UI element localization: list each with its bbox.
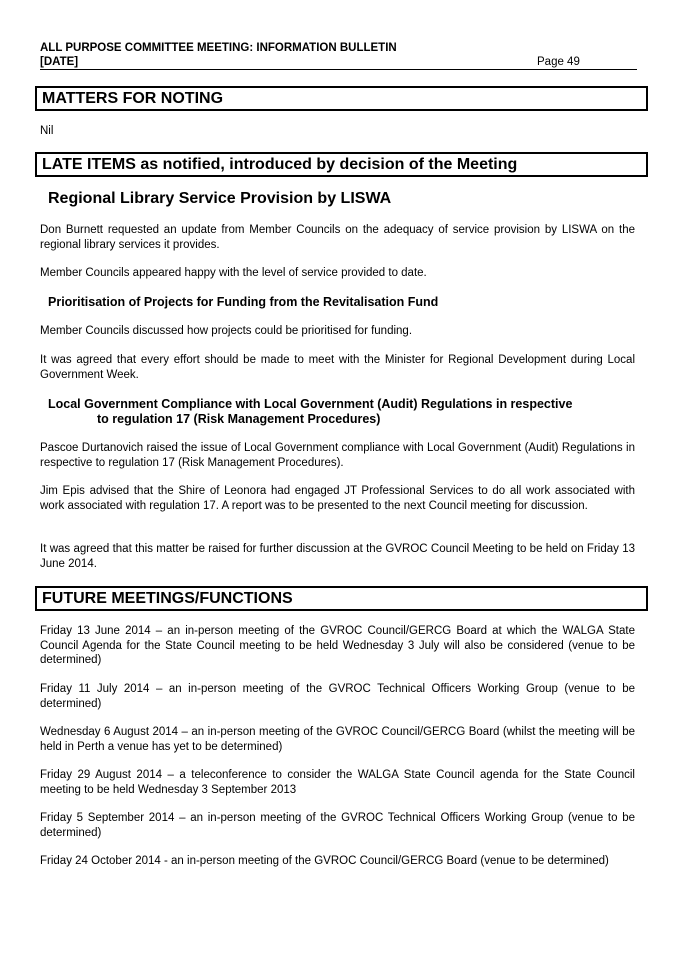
page-number: Page 49 (537, 56, 580, 68)
heading-compliance (48, 397, 634, 427)
heading-compliance-line-1: Local Government Compliance with Local Government (Audit) Regulations in respective (48, 397, 573, 411)
revitalisation-paragraph-1: Member Councils discussed how projects could be prioritised for funding. (40, 325, 413, 337)
meeting-item: Friday 5 September 2014 – an in-person meeting of the GVROC Technical Officers Working Group (venue to be determined) (40, 812, 635, 839)
noting-body: Nil (40, 125, 54, 137)
section-heading-future-meetings: FUTURE MEETINGS/FUNCTIONS (35, 586, 648, 611)
meeting-item: Friday 13 June 2014 – an in-person meeting of the GVROC Council/GERCG Board at which the WALGA State Council Agenda for the State Council meeting to be held Wednesday 3 July will also be considered (venue to be determined) (40, 625, 635, 666)
heading-revitalisation: Prioritisation of Projects for Funding from the Revitalisation Fund (48, 295, 439, 309)
section-heading-late-items: LATE ITEMS as notified, introduced by decision of the Meeting (35, 152, 648, 177)
meeting-item: Wednesday 6 August 2014 – an in-person meeting of the GVROC Council/GERCG Board (whilst the meeting will be held in Perth a venue has yet to be determined) (40, 726, 635, 753)
heading-library: Regional Library Service Provision by LISWA (48, 190, 392, 207)
bulletin-title: ALL PURPOSE COMMITTEE MEETING: INFORMATION BULLETIN (40, 42, 397, 54)
header-line (40, 55, 637, 70)
revitalisation-paragraph-2: It was agreed that every effort should be made to meet with the Minister for Regional Development during Local Government Week. (40, 354, 635, 381)
compliance-paragraph-2: Jim Epis advised that the Shire of Leonora had engaged JT Professional Services to do all work associated with work associated with regulation 17. A report was to be presented to the next Council meeting for discussion. (40, 485, 635, 512)
compliance-paragraph-3: It was agreed that this matter be raised for further discussion at the GVROC Council Meeting to be held on Friday 13 June 2014. (40, 543, 635, 570)
meeting-item: Friday 24 October 2014 - an in-person meeting of the GVROC Council/GERCG Board (venue to be determined) (40, 855, 609, 867)
library-paragraph-1: Don Burnett requested an update from Member Councils on the adequacy of service provision by LISWA on the regional library services it provides. (40, 224, 635, 251)
section-heading-noting: MATTERS FOR NOTING (35, 86, 648, 111)
library-paragraph-2: Member Councils appeared happy with the level of service provided to date. (40, 267, 427, 279)
compliance-paragraph-1: Pascoe Durtanovich raised the issue of Local Government compliance with Local Government (Audit) Regulations in respective to regulation 17 (Risk Management Procedures). (40, 442, 635, 469)
heading-compliance-line-2: to regulation 17 (Risk Management Procedures) (97, 412, 381, 426)
meeting-item: Friday 29 August 2014 – a teleconference to consider the WALGA State Council agenda for the State Council meeting to be held Wednesday 3 September 2013 (40, 769, 635, 796)
header-date: [DATE] (40, 56, 79, 68)
meeting-item: Friday 11 July 2014 – an in-person meeting of the GVROC Technical Officers Working Group (venue to be determined) (40, 683, 635, 710)
